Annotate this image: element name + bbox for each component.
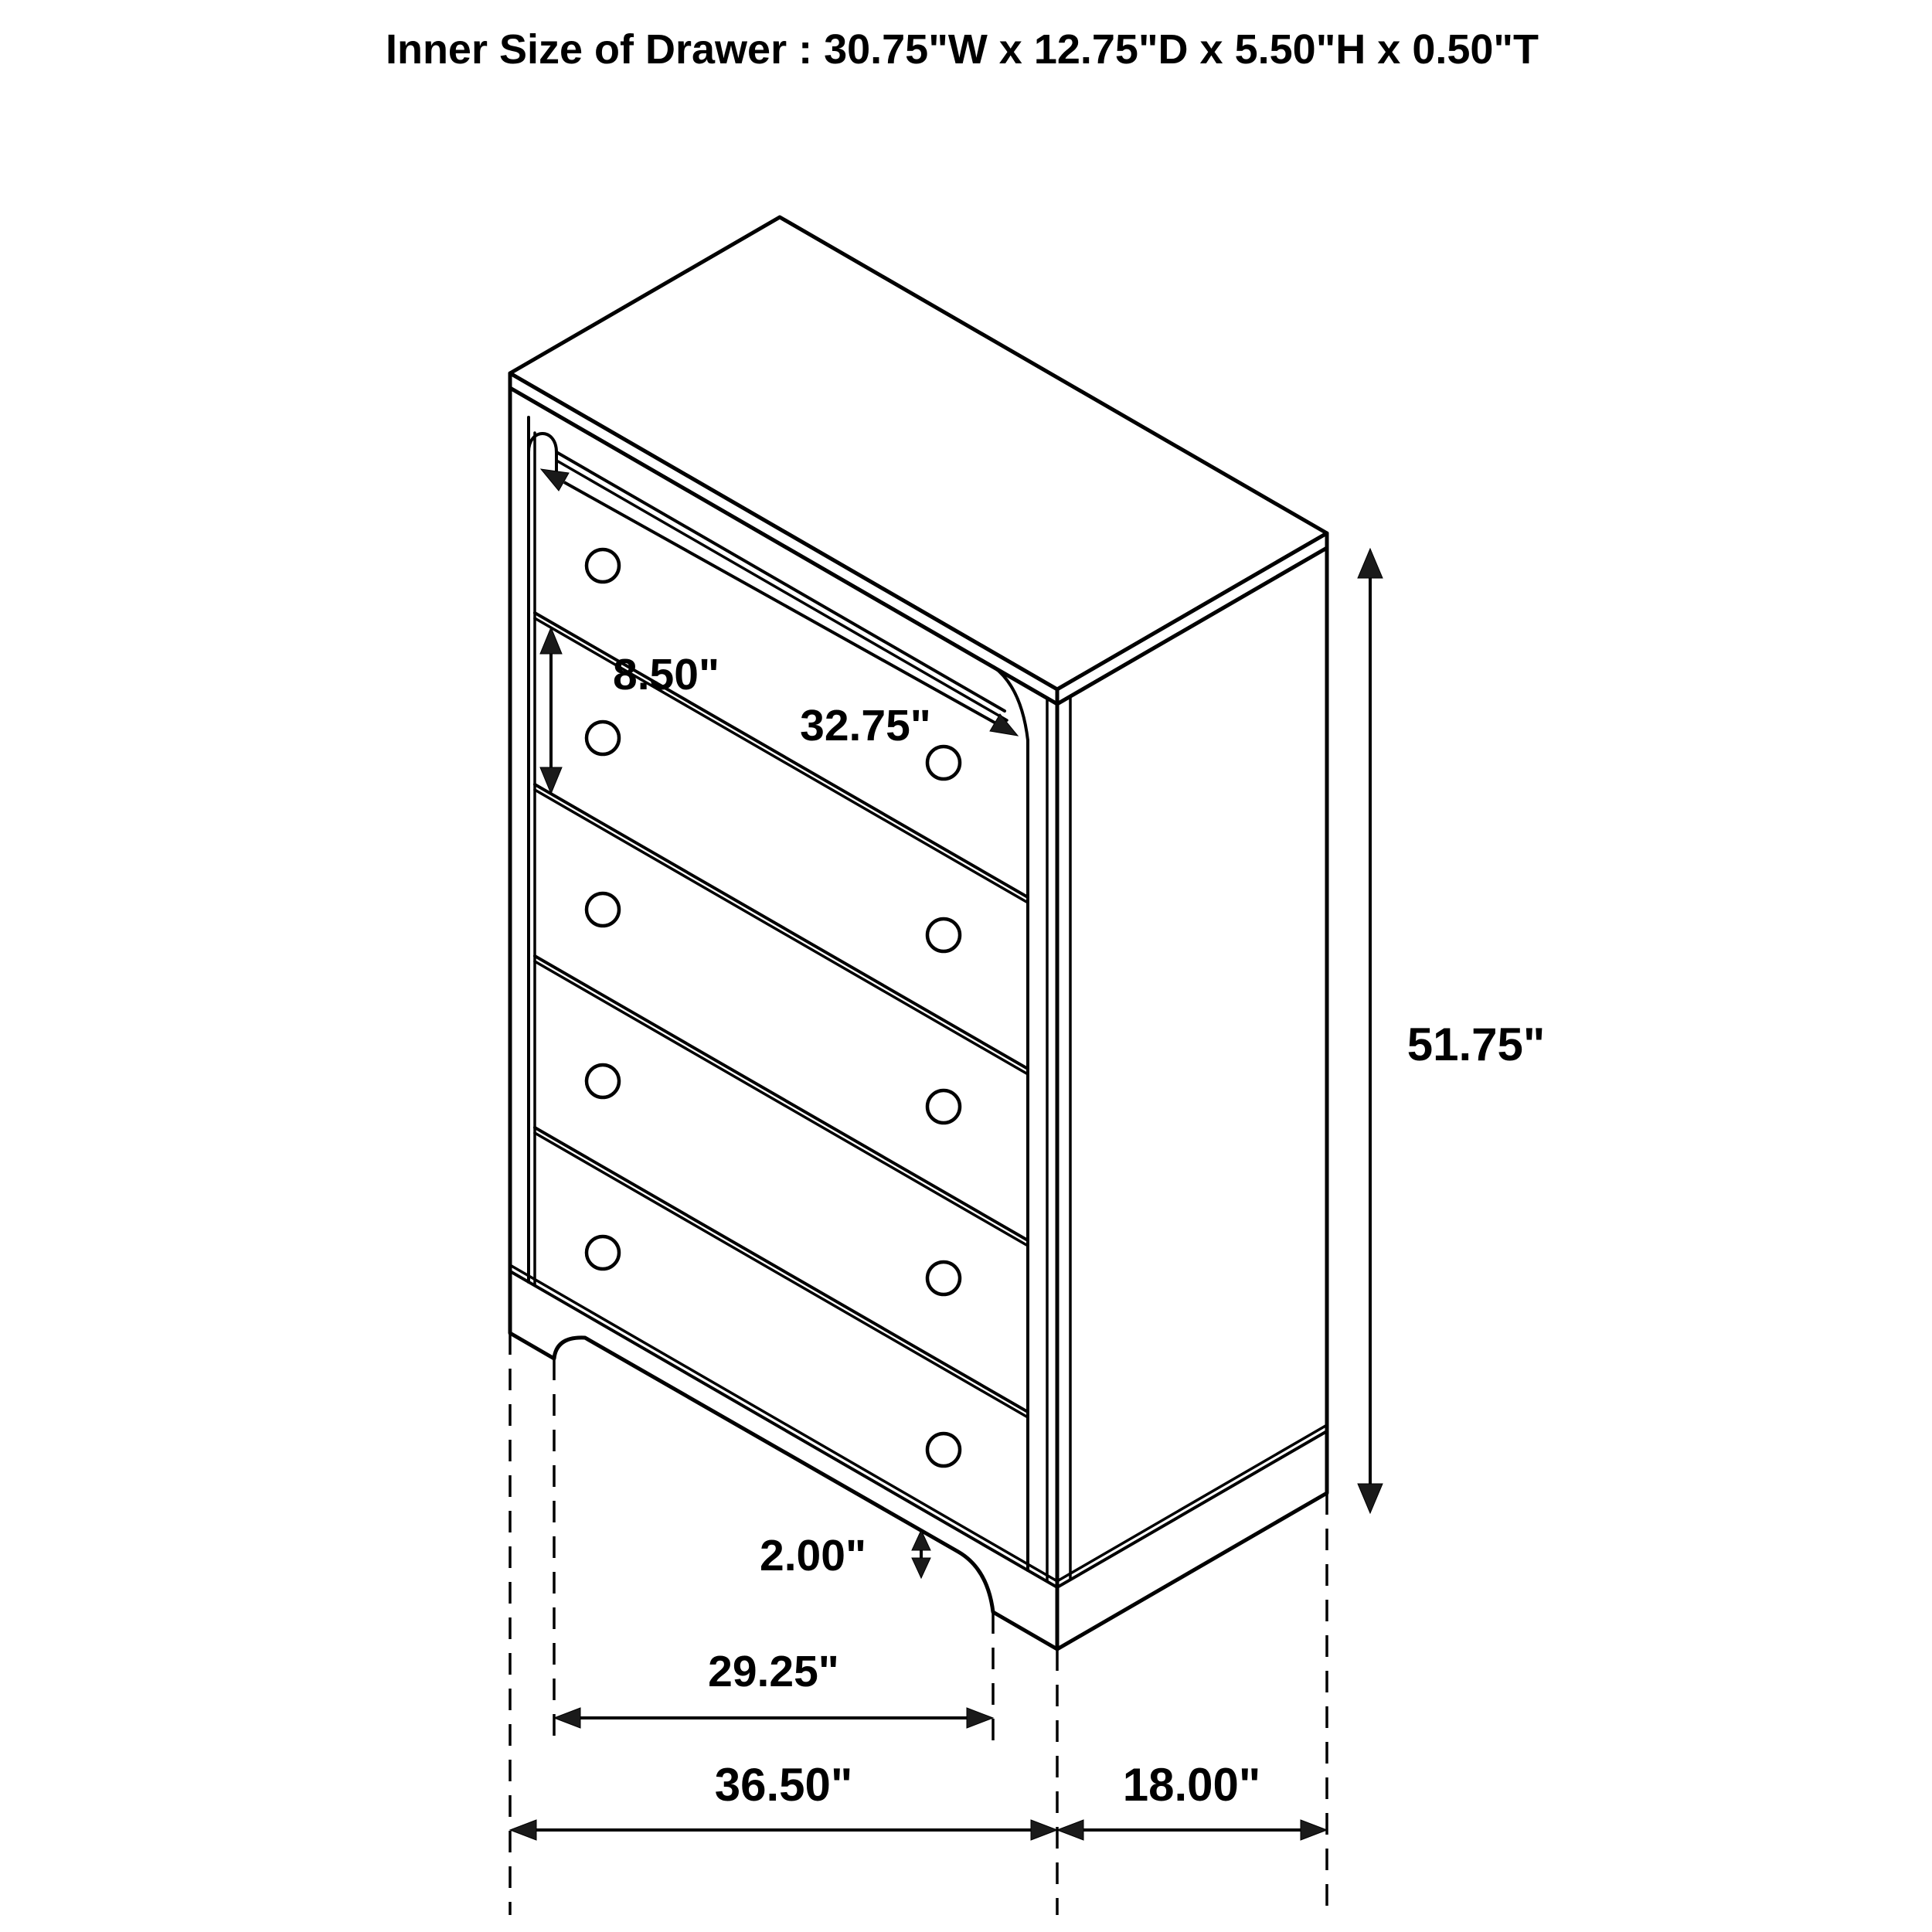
arrowhead-left-icon bbox=[554, 1708, 580, 1728]
dim-foot-height bbox=[760, 1530, 930, 1580]
dim-overall-height bbox=[1358, 549, 1545, 1513]
drawer-knob bbox=[587, 549, 619, 582]
dim-label-overall-height: 51.75" bbox=[1406, 1019, 1546, 1070]
chest-drawing bbox=[510, 217, 1327, 1649]
dim-label-overall-depth: 18.00" bbox=[1122, 1759, 1261, 1811]
dim-label-drawer-width: 32.75" bbox=[800, 701, 931, 750]
drawer-knob bbox=[587, 893, 619, 926]
drawer-knob bbox=[587, 722, 619, 754]
dim-label-overall-width: 36.50" bbox=[714, 1759, 853, 1811]
dim-label-drawer-height: 8.50" bbox=[613, 650, 719, 699]
dim-label-foot-height: 2.00" bbox=[760, 1531, 866, 1580]
arrowhead-left-icon bbox=[510, 1820, 536, 1840]
arrowhead-down-icon bbox=[1358, 1484, 1383, 1513]
arrowhead-up-icon bbox=[1358, 549, 1383, 578]
dim-leg-span bbox=[554, 1647, 993, 1728]
drawer-knob bbox=[927, 1090, 960, 1123]
arrowhead-down-icon bbox=[912, 1558, 930, 1578]
drawer-knob bbox=[927, 919, 960, 951]
drawer-knob bbox=[587, 1065, 619, 1097]
drawer-knob bbox=[927, 1434, 960, 1466]
dim-overall-depth bbox=[1057, 1759, 1327, 1840]
arrowhead-right-icon bbox=[1301, 1820, 1327, 1840]
dim-label-leg-span: 29.25" bbox=[708, 1647, 839, 1696]
drawer-knob bbox=[927, 747, 960, 779]
arrowhead-right-icon bbox=[967, 1708, 993, 1728]
drawer-knob bbox=[587, 1236, 619, 1269]
dim-overall-width bbox=[510, 1759, 1057, 1840]
arrowhead-right-icon bbox=[1031, 1820, 1057, 1840]
drawer-knob bbox=[927, 1262, 960, 1294]
diagram-title: Inner Size of Drawer : 30.75"W x 12.75"D x 5.50"H x 0.50"T bbox=[385, 26, 1539, 73]
side-face bbox=[1057, 548, 1327, 1649]
arrowhead-left-icon bbox=[1057, 1820, 1083, 1840]
